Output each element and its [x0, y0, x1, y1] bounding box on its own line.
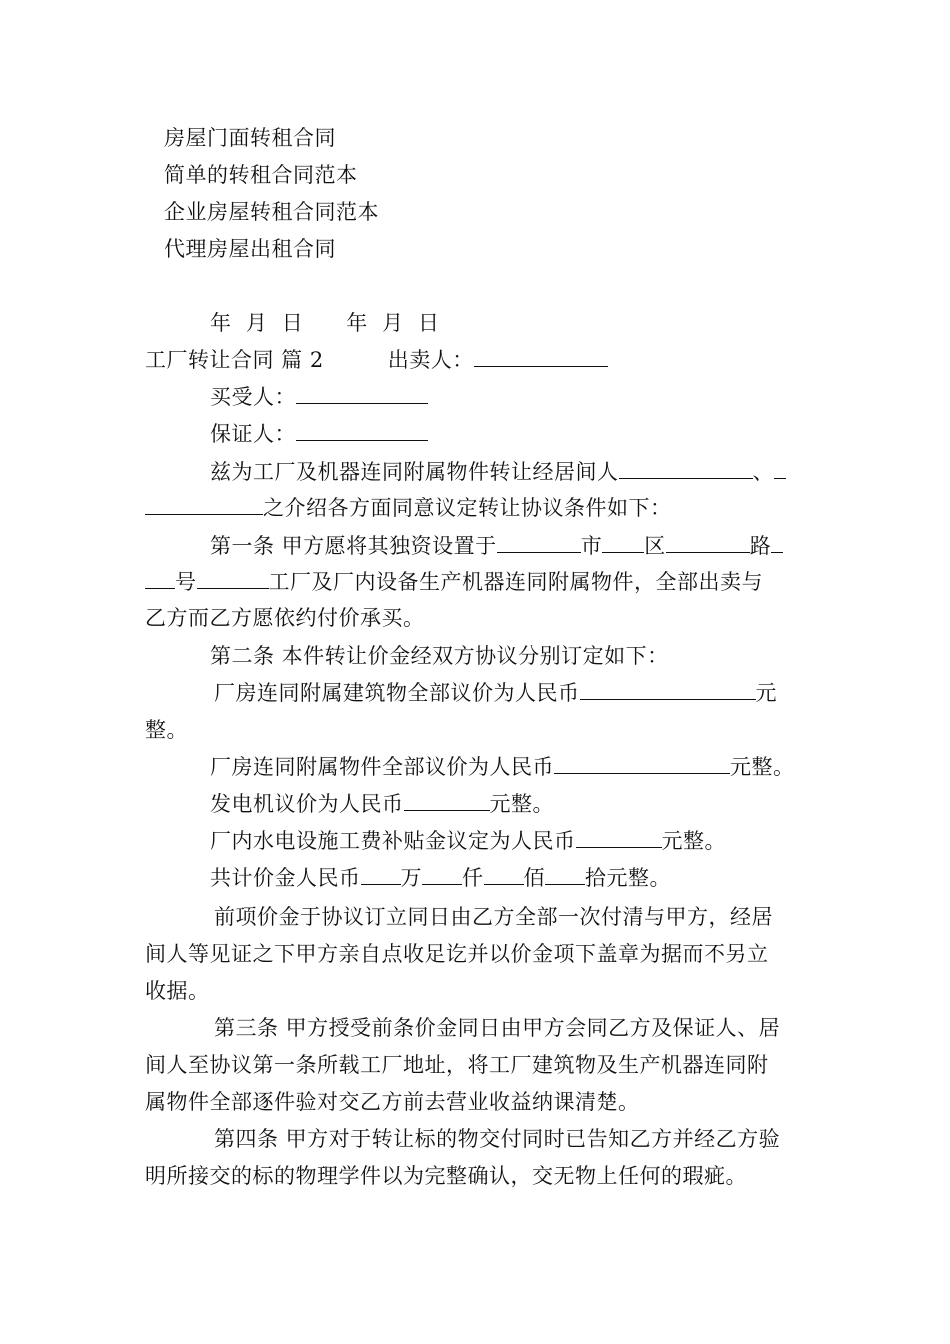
paragraph-line: [210, 864, 671, 892]
paragraph-line: 整。: [145, 718, 188, 742]
text: 仟: [462, 866, 484, 890]
text: 、: [752, 460, 774, 484]
text: 市: [580, 534, 603, 558]
text: 之介绍各方面同意议定转让协议条件如下：: [263, 496, 672, 520]
related-link[interactable]: 房屋门面转租合同: [164, 126, 336, 150]
guarantor-label: 保证人：: [210, 422, 296, 446]
blank-line: [404, 790, 490, 811]
text: 共计价金人民币: [210, 866, 361, 890]
paragraph-line: 明所接交的标的物理学件以为完整确认，交无物上任何的瑕疵。: [145, 1164, 747, 1188]
blank-line: [145, 568, 175, 589]
text: 厂房连同附属建筑物全部议价为人民币: [214, 681, 580, 705]
blank-line: [296, 420, 428, 441]
related-link[interactable]: 企业房屋转租合同范本: [164, 200, 379, 224]
blank-line: [474, 346, 608, 367]
guarantor-row: [210, 420, 428, 448]
paragraph-line: [210, 458, 786, 486]
paragraph-line: [210, 827, 726, 855]
text: 厂房连同附属物件全部议价为人民币: [210, 755, 554, 779]
paragraph-line: 收据。: [145, 979, 210, 1003]
paragraph-line: 前项价金于协议订立同日由乙方全部一次付清与甲方，经居: [214, 905, 773, 929]
paragraph-line: [145, 568, 763, 596]
paragraph-line: [145, 494, 672, 522]
blank-line: [771, 532, 783, 553]
text: 第一条 甲方愿将其独资设置于: [210, 534, 497, 558]
text: 万: [400, 866, 422, 890]
blank-line: [774, 458, 786, 479]
paragraph-line: 第三条 甲方授受前条价金同日由甲方会同乙方及保证人、居: [214, 1016, 781, 1040]
text: 拾元整。: [585, 866, 671, 890]
section-title: 工厂转让合同 篇 2: [145, 348, 324, 372]
paragraph-line: 间人至协议第一条所载工厂地址，将工厂建筑物及生产机器连同附: [145, 1053, 769, 1077]
buyer-label: 买受人：: [210, 385, 296, 409]
paragraph-line: [214, 679, 777, 707]
text: 元整。: [730, 755, 795, 779]
paragraph-line: 乙方而乙方愿依约付价承买。: [145, 606, 425, 630]
blank-line: [666, 532, 750, 553]
text: 号: [175, 570, 197, 594]
text: 佰: [523, 866, 545, 890]
text: 厂内水电设施工费补贴金议定为人民币: [210, 829, 576, 853]
text: 发电机议价为人民币: [210, 792, 404, 816]
blank-line: [576, 827, 662, 848]
text: 工厂及厂内设备生产机器连同附属物件，全部出卖与: [268, 570, 763, 594]
blank-line: [619, 458, 753, 479]
blank-line: [361, 864, 401, 885]
blank-line: [422, 864, 462, 885]
blank-line: [197, 568, 269, 589]
section-title-row: [145, 346, 608, 374]
text: 区: [644, 534, 666, 558]
text: 路: [749, 534, 772, 558]
blank-line: [296, 383, 428, 404]
paragraph-line: 间人等见证之下甲方亲自点收足讫并以价金项下盖章为据而不另立: [145, 942, 769, 966]
text: 元整。: [661, 829, 726, 853]
date-line: 年 月 日 年 月 日: [210, 311, 440, 335]
blank-line: [484, 864, 524, 885]
paragraph-line: 属物件全部逐件验对交乙方前去营业收益纳课清楚。: [145, 1090, 640, 1114]
seller-label: 出卖人：: [387, 348, 474, 372]
blank-line: [497, 532, 581, 553]
paragraph-line: 第二条 本件转让价金经双方协议分别订定如下：: [210, 644, 669, 668]
blank-line: [580, 679, 756, 700]
text: 元整。: [489, 792, 554, 816]
paragraph-line: [210, 532, 783, 560]
blank-line: [554, 753, 730, 774]
buyer-row: [210, 383, 428, 411]
blank-line: [602, 532, 644, 553]
blank-line: [145, 494, 263, 515]
related-link[interactable]: 简单的转租合同范本: [164, 163, 358, 187]
related-link[interactable]: 代理房屋出租合同: [164, 237, 336, 261]
paragraph-line: 第四条 甲方对于转让标的物交付同时已告知乙方并经乙方验: [214, 1127, 781, 1151]
paragraph-line: [210, 790, 554, 818]
text: 兹为工厂及机器连同附属物件转让经居间人: [210, 460, 619, 484]
text: 元: [755, 681, 777, 705]
blank-line: [545, 864, 585, 885]
paragraph-line: [210, 753, 795, 781]
